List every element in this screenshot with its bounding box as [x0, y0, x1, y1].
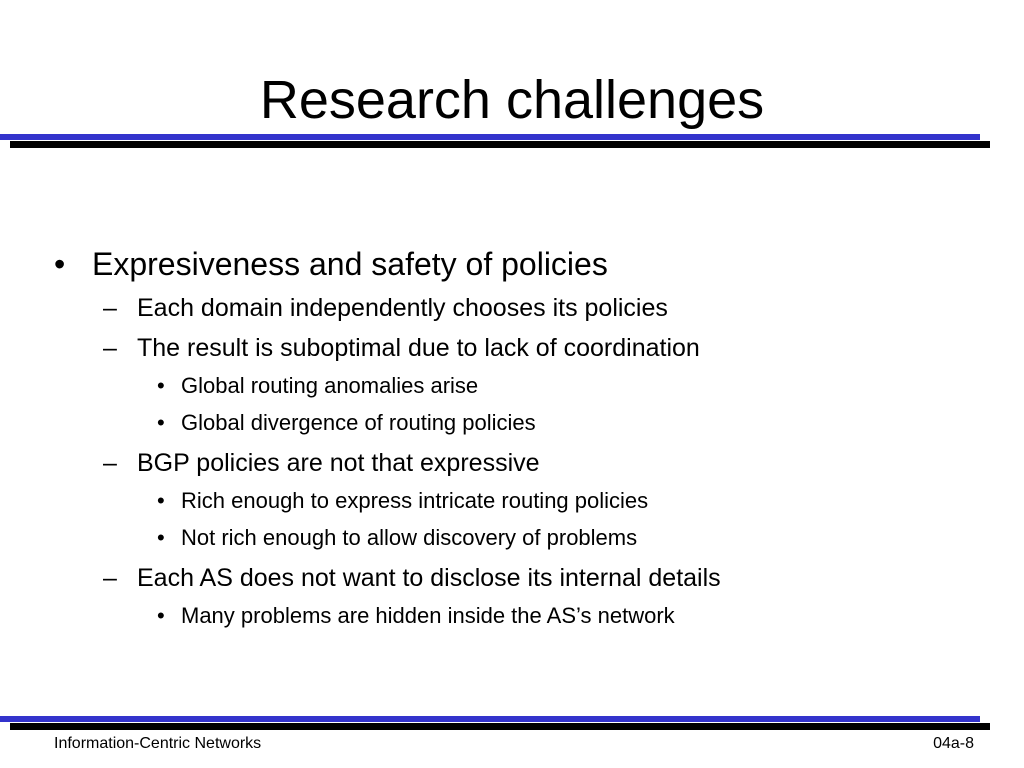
bullet-item: Global divergence of routing policies	[181, 410, 536, 435]
bullet-marker: •	[157, 488, 165, 513]
bullet-item: Expresiveness and safety of policies	[92, 246, 608, 282]
bullet-item: Many problems are hidden inside the AS’s network	[181, 603, 675, 628]
bullet-marker: –	[103, 449, 117, 477]
footer-page-number: 04a-8	[933, 735, 974, 752]
bullet-item: Global routing anomalies arise	[181, 373, 479, 398]
bullet-marker: •	[157, 373, 165, 398]
slide-title: Research challenges	[259, 70, 765, 130]
bullet-marker: •	[157, 410, 165, 435]
bullet-marker: •	[54, 246, 66, 282]
footer-course-title: Information-Centric Networks	[54, 735, 262, 752]
bullet-marker: –	[103, 564, 117, 592]
bullet-item: BGP policies are not that expressive	[137, 449, 540, 477]
bullet-item: The result is suboptimal due to lack of coordination	[137, 334, 700, 362]
footer-divider-black	[10, 723, 990, 730]
bullet-item: Each domain independently chooses its policies	[137, 294, 668, 322]
bullet-marker: –	[103, 294, 117, 322]
bullet-item: Rich enough to express intricate routing policies	[181, 488, 649, 513]
bullet-item: Not rich enough to allow discovery of problems	[181, 525, 638, 550]
bullet-marker: –	[103, 334, 117, 362]
footer-divider-blue	[0, 716, 980, 722]
bullet-item: Each AS does not want to disclose its internal details	[137, 564, 721, 592]
bullet-marker: •	[157, 525, 165, 550]
bullet-marker: •	[157, 603, 165, 628]
